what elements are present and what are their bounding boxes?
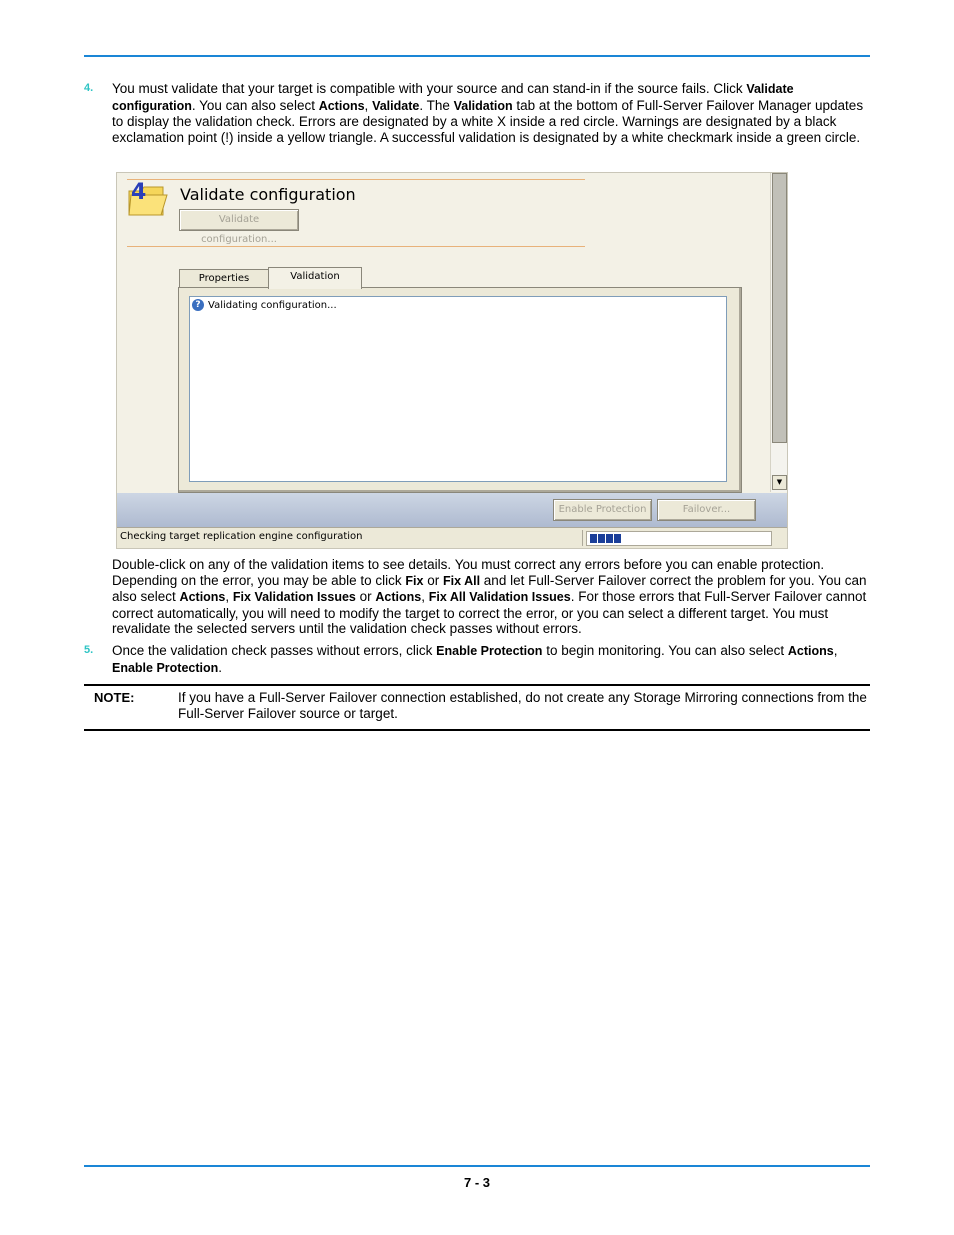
validation-list[interactable] <box>189 296 727 482</box>
vertical-scrollbar[interactable] <box>770 173 787 492</box>
validation-panel <box>178 287 742 493</box>
validate-configuration-button[interactable]: Validate configuration... <box>179 209 299 231</box>
list-item-label: Validating configuration... <box>208 299 337 311</box>
progress-bar <box>586 531 772 546</box>
status-bar <box>117 527 787 549</box>
footer-rule <box>84 1165 870 1167</box>
enable-protection-button[interactable]: Enable Protection <box>553 499 652 521</box>
header-rule <box>84 55 870 57</box>
section-title: Validate configuration <box>180 185 356 204</box>
scroll-thumb[interactable] <box>772 173 787 443</box>
step-4-text: You must validate that your target is compatible with your source and can stand-in if the source fails. Click Validate configuration. You can also select Actions, Validate. The Validation tab at the bottom of Full-Server Failover Manager updates to display the validation check. Errors are designated by a white X inside a red circle. Warnings are designated by a black exclamation point (!) inside a yellow triangle. A successful validation is designated by a white checkmark inside a green circle. <box>112 81 864 145</box>
step-5-text: Once the validation check passes without errors, click Enable Protection to begin monitoring. You can also select Actions, Enable Protection. <box>112 643 838 675</box>
page-number: 7 - 3 <box>463 1175 490 1190</box>
note-rule-top <box>84 684 870 686</box>
scroll-down-icon[interactable]: ▼ <box>772 475 787 490</box>
tab-validation[interactable]: Validation <box>268 267 362 289</box>
failover-button[interactable]: Failover... <box>657 499 756 521</box>
note-label: NOTE: <box>94 690 135 705</box>
note-text: If you have a Full-Server Failover connection established, do not create any Storage Mirroring connections from the Full-Server Failover source or target. <box>178 690 867 721</box>
step-4-number: 4. <box>84 82 94 94</box>
status-text: Checking target replication engine configuration <box>120 531 363 542</box>
list-item[interactable] <box>192 299 337 311</box>
tab-properties[interactable]: Properties <box>179 269 269 288</box>
validate-configuration-screenshot <box>116 172 788 549</box>
step-badge: 4 <box>131 180 147 205</box>
question-icon: ? <box>192 299 204 311</box>
note-rule-bottom <box>84 729 870 731</box>
action-bar <box>117 493 787 527</box>
step-5-number: 5. <box>84 644 94 656</box>
details-paragraph: Double-click on any of the validation items to see details. You must correct any errors before you can enable protection. Depending on the error, you may be able to click Fix or Fix All and let Full-Server Failover correct the problem for you. You can also select Actions, Fix Validation Issues or Actions, Fix All Validation Issues. For those errors that Full-Server Failover cannot correct automatically, you will need to modify the target to correct the error, or you can select a different target. You must revalidate the selected servers until the validation check passes without errors. <box>112 557 867 637</box>
